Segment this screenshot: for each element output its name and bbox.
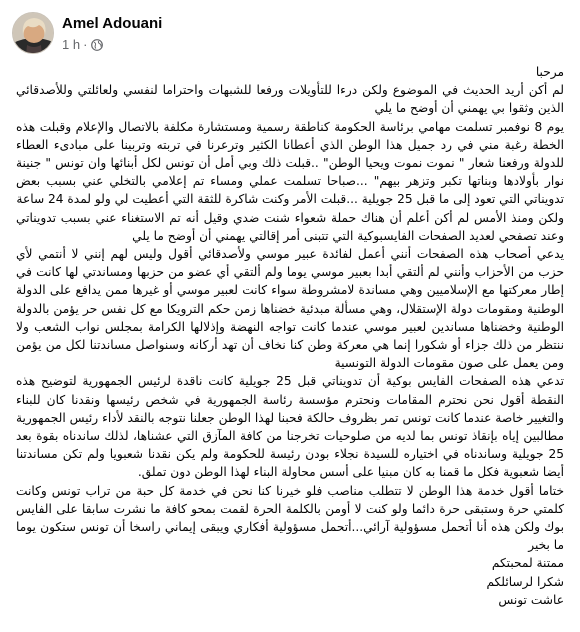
- post-meta: [62, 37, 103, 52]
- post-greeting: مرحبا: [535, 65, 564, 79]
- post-body: [16, 63, 564, 609]
- globe-icon[interactable]: [91, 39, 103, 51]
- post-closing-line: ممتنة لمحبتكم: [491, 556, 564, 571]
- post-timestamp[interactable]: 1 h: [62, 37, 81, 52]
- avatar[interactable]: [12, 12, 54, 54]
- post-paragraph: يوم 8 نوفمبر تسلمت مهامي برئاسة الحكومة كناطقة رسمية ومستشارة مكلفة بالاتصال والإعلام وقبلت هذه الخطة رغبة مني في رد جميل هذا الوطن الذي أعطانا الكثير وترعرنا في تربته وتربينا على مبادىء العطاء للدولة ورفعنا شعار " نموت نموت ويحيا الوطن" ..قبلت ذلك وبي أمل أن تونس لكل أبنائها وان تونس " جنينة نوار بأولادها وبناتها تكبر وتزهر بيهم" ...صباحا تسلمت عملي ومساء تم إعلامي بالتخلي عني بسبب بعض تدويناتي التي تعود إلى ما قبل 25 جويلية ...قبلت الأمر وكنت شاكرة للثقة التي أعطيت لي ولو لمدة 24 ساعة: [16, 119, 565, 207]
- profile-photo: [13, 13, 54, 54]
- post-paragraph: لم أكن أريد الحديث في الموضوع ولكن درءا للتأويلات ورفعا للشبهات واحتراما لنفسي ولعائلتي وللأصدقائي الذين وثقوا بي يهمني أن أوضح ما يلي: [16, 83, 564, 116]
- post-closing-line: شكرا لرسائلكم: [486, 574, 564, 589]
- meta-separator: ·: [83, 37, 88, 52]
- post-header: [10, 12, 570, 56]
- post-paragraph: يدعي أصحاب هذه الصفحات أنني أعمل لفائدة عبير موسي ولأصدقائي أقول وليس لهم إنني لا أنتمي لأي حزب من الأحزاب وأنني لم ألتقي أبدا بعبير موسي يوما ولم ألتقي أي عضو من حزبها ومساندتي لها كانت في إطار معركتها مع الإسلاميين وهي مساندة لامشروطة سواء كانت لعبير موسي أو غيرها ممن يدافع على الدولة الوطنية ومقومات دولة الإستقلال، وهي مسألة مبدئية خضناها زمن حكم الترويكا مع كل نفس حر يؤمن بالدولة الوطنية وخضناها مساندين لعبير موسي عندما كانت تواجه النهضة وإذلالها الكرامة بمجلس نواب الشعب ولا ننتظر من ذلك جزاء أو شكورا إنما هي معركة وطن كنا نخاف أن تهد أركانه وسنواصل مساندتنا لكل من يؤمن ومن يعمل على صون مقومات الدولة التونسية: [16, 247, 564, 371]
- post-paragraph: تدعي هذه الصفحات الفايس بوكية أن تدويناتي قبل 25 جويلية كانت ناقدة لرئيس الجمهورية لتوضيح هذه النقطة أقول نحن نحترم المقامات ونحترم مؤسسة رئاسة الجمهورية في شخص رئيسها ونقدنا كان للبناء والتغيير خاصة عندما كانت تونس تمر بظروف حالكة فحبنا لهذا الوطن جعلنا نتوجه بالنقد لأداء رئيس الجمهورية مطالبين إياه بإنقاذ تونس بما لديه من صلوحيات تخرجنا من كافة المآزق التي عشناها، لذلك ساندناه بقوة بعد 25 جويلية وساندناه في اختياره للسيدة نجلاء بودن رئيسة للحكومة ولم يكن نقدنا شعبويا ولم تكن مساندتنا أيضا شعبوية فكل ما قمنا به كان مبنيا على أسس محاولة البناء لهذا الوطن دون تملق.: [16, 374, 565, 480]
- post-author-name[interactable]: Amel Adouani: [62, 15, 163, 32]
- post-paragraph: ولكن ومنذ الأمس لم أكن أعلم أن هناك حملة شعواء شنت ضدي وقيل أنه تم الاستغناء عني بسبب تدويناتي وعند تصفحي لعديد الصفحات الفايسبوكية التي تتبنى أمر إقالتي يهمني أن أوضح ما يلي: [16, 210, 564, 243]
- post-paragraph: ختاما أقول خدمة هذا الوطن لا تتطلب مناصب فلو خيرنا كنا نحن في خدمة كل حبة من تراب تونس وكانت كلمتي حرة وستبقى حرة دائما ولو كنت لا أومن بالكلمة الحرة لقمت بمحو كافة ما نشرت سابقا على الفايس بوك ولكن هذه أنا أتحمل مسؤولية آرائي...أتحمل مسؤولية أفكاري ويبقى إيماني راسخا أن تونس ستكون يوما ما بخير: [16, 483, 564, 553]
- post-closing-line: عاشت تونس: [498, 592, 564, 607]
